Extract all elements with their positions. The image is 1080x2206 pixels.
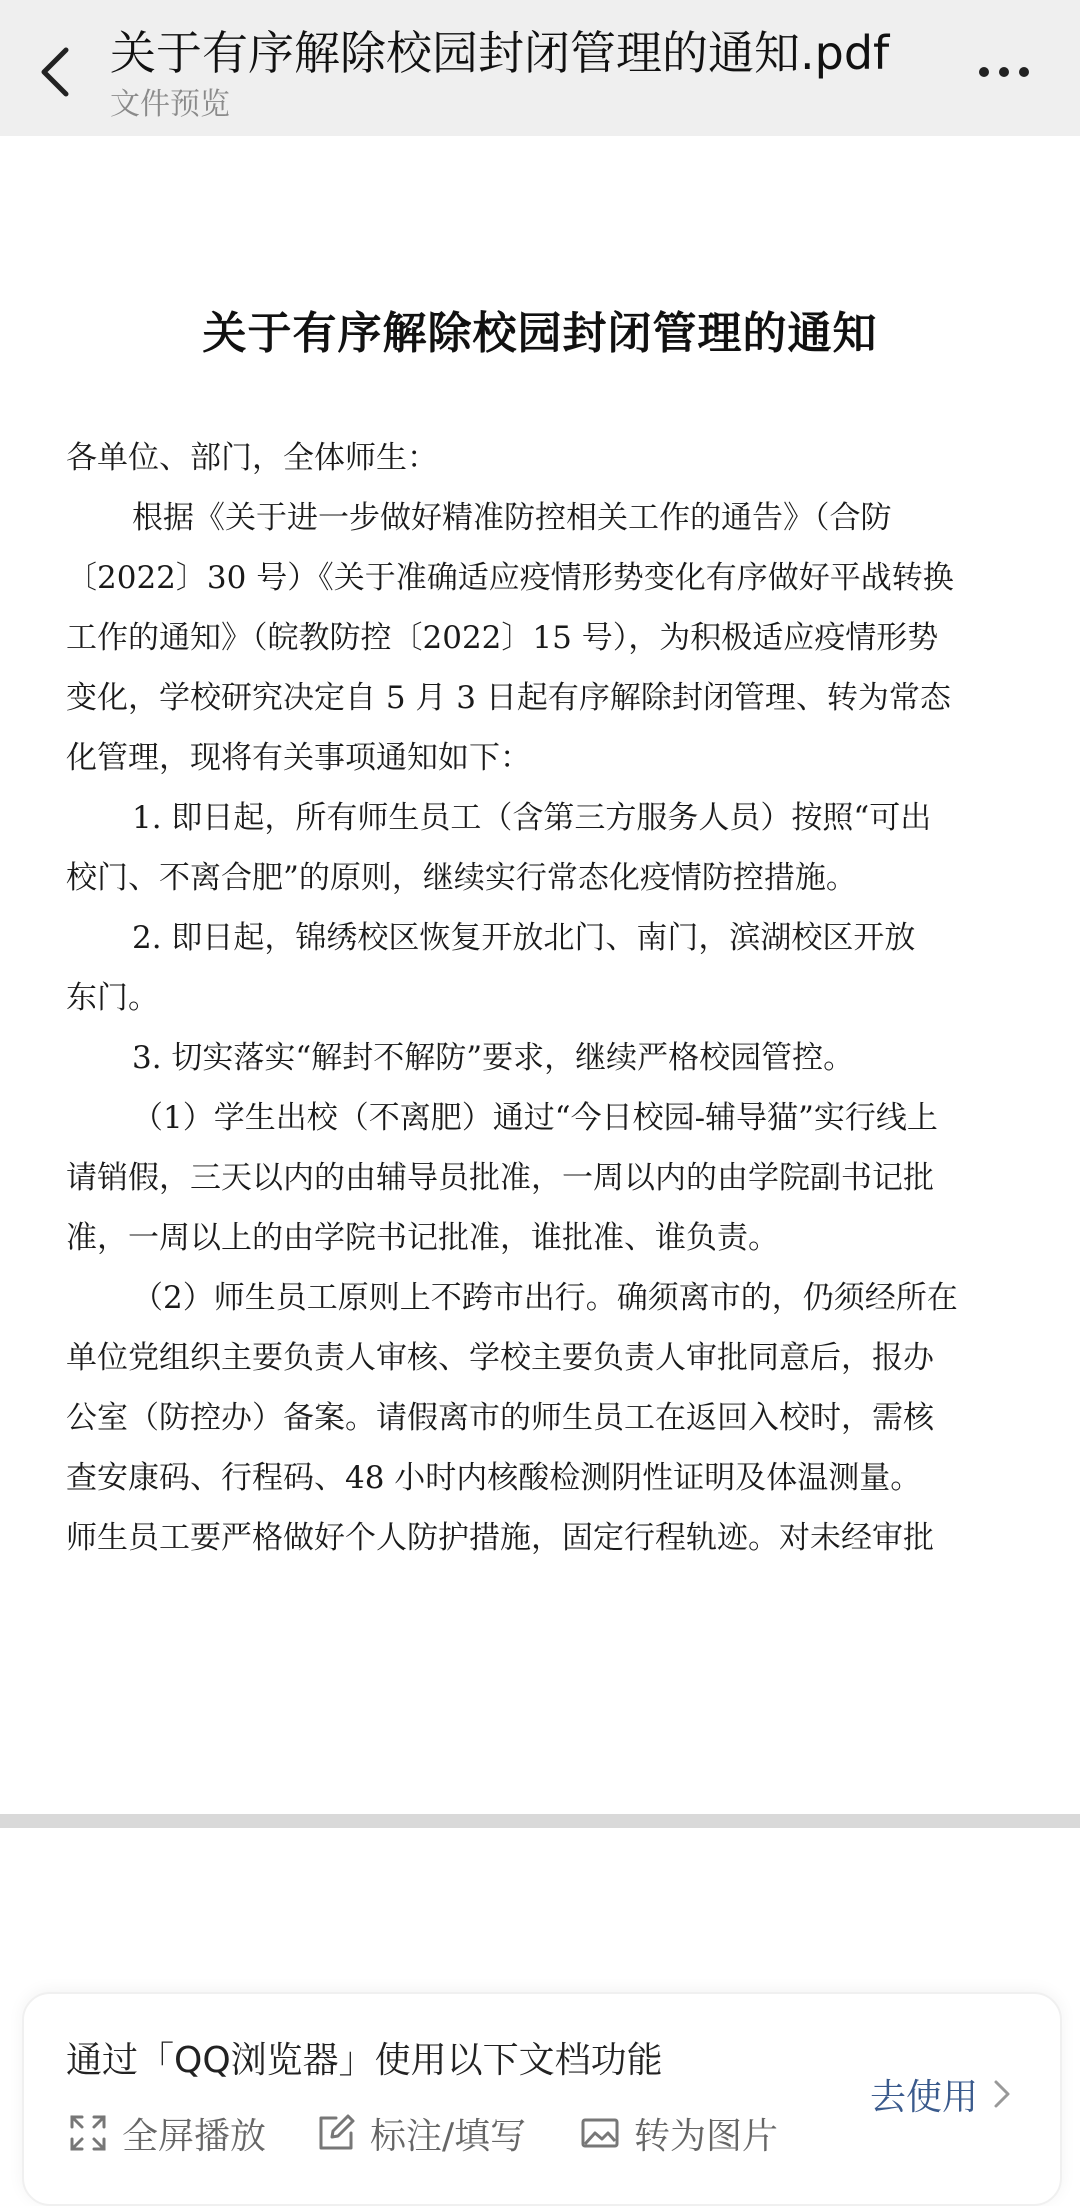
convert-to-image-button[interactable] — [580, 2106, 778, 2160]
doc-line: 根据《关于进一步做好精准防控相关工作的通告》（合防 — [132, 500, 892, 536]
doc-line: 化管理，现将有关事项通知如下： — [66, 740, 531, 776]
go-use-label: 去使用 — [870, 2076, 979, 2118]
doc-line: 各单位、部门，全体师生： — [66, 440, 438, 476]
doc-line: （1）学生出校（不离肥）通过“今日校园-辅导猫”实行线上 — [132, 1100, 938, 1136]
doc-line: 〔2022〕30 号）《关于准确适应疫情形势变化有序做好平战转换 — [66, 560, 954, 596]
doc-line: 东门。 — [66, 980, 159, 1016]
file-title: 关于有序解除校园封闭管理的通知.pdf — [110, 26, 890, 80]
go-use-button[interactable] — [870, 2058, 1012, 2130]
annotate-fill-label: 标注/填写 — [370, 2115, 527, 2157]
doc-line: 查安康码、行程码、48 小时内核酸检测阴性证明及体温测量。 — [66, 1460, 922, 1496]
doc-line: 请销假，三天以内的由辅导员批准，一周以内的由学院副书记批 — [66, 1160, 934, 1196]
fullscreen-icon — [68, 2113, 108, 2153]
qq-browser-promo-card[interactable] — [22, 1992, 1062, 2206]
image-icon — [580, 2113, 620, 2153]
convert-to-image-label: 转为图片 — [634, 2115, 779, 2157]
doc-line: 公室（防控办）备案。请假离市的师生员工在返回入校时，需核 — [66, 1400, 934, 1436]
pdf-page[interactable] — [0, 136, 1080, 1814]
chevron-right-icon — [992, 2078, 1012, 2110]
promo-text: 通过「QQ浏览器」使用以下文档功能 — [66, 2040, 663, 2081]
annotate-fill-button[interactable] — [316, 2106, 526, 2160]
edit-icon — [316, 2113, 356, 2153]
doc-line: 师生员工要严格做好个人防护措施，固定行程轨迹。对未经审批 — [66, 1520, 934, 1556]
more-dots-icon[interactable] — [976, 58, 1032, 86]
doc-line: （2）师生员工原则上不跨市出行。确须离市的，仍须经所在 — [132, 1280, 958, 1316]
doc-line: 2. 即日起，锦绣校区恢复开放北门、南门，滨湖校区开放 — [132, 920, 916, 956]
doc-line: 1. 即日起，所有师生员工（含第三方服务人员）按照“可出 — [132, 800, 932, 836]
page-divider — [0, 1814, 1080, 1828]
file-preview-label: 文件预览 — [110, 87, 230, 122]
fullscreen-play-button[interactable] — [68, 2106, 266, 2160]
fullscreen-play-label: 全屏播放 — [122, 2115, 267, 2157]
document-title: 关于有序解除校园封闭管理的通知 — [202, 308, 878, 359]
doc-line: 变化，学校研究决定自 5 月 3 日起有序解除封闭管理、转为常态 — [66, 680, 951, 716]
doc-line: 校门、不离合肥”的原则，继续实行常态化疫情防控措施。 — [66, 860, 857, 896]
doc-line: 准，一周以上的由学院书记批准，谁批准、谁负责。 — [66, 1220, 779, 1256]
chevron-left-icon[interactable] — [36, 44, 72, 100]
doc-line: 工作的通知》（皖教防控〔2022〕15 号），为积极适应疫情形势 — [66, 620, 939, 656]
doc-line: 3. 切实落实“解封不解防”要求，继续严格校园管控。 — [132, 1040, 855, 1076]
top-bar — [0, 0, 1080, 136]
doc-line: 单位党组织主要负责人审核、学校主要负责人审批同意后，报办 — [66, 1340, 934, 1376]
